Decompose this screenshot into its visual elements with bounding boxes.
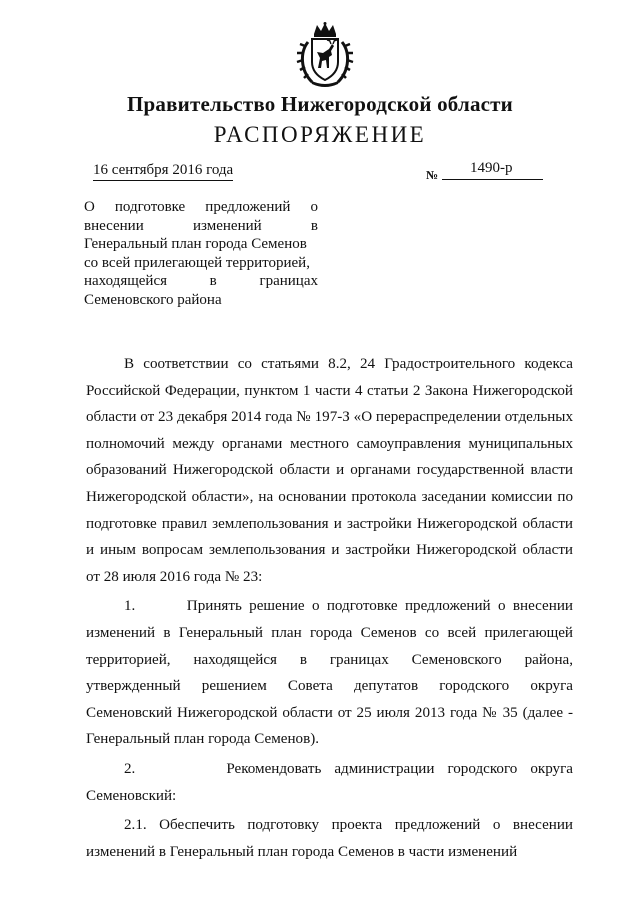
subject-line: внесении изменений в: [84, 217, 318, 234]
subject-line: Семеновского района: [84, 291, 222, 308]
government-title: Правительство Нижегородской области: [127, 92, 513, 116]
number-sign: №: [426, 168, 439, 182]
subject-line: со всей прилегающей территорией,: [84, 254, 310, 271]
body-paragraph-item-1: 1. Принять решение о подготовке предложений о внесении изменений в Генеральный план города Семенов со всей прилегающей территорией, находящейся в границах Семеновского района, утвержденный решением Совета депутатов городского округа Семеновский Нижегородской области от 25 июля 2013 года № 35 (далее - Генеральный план города Семенов).: [86, 598, 573, 748]
document-subject: [84, 198, 318, 309]
document-type: РАСПОРЯЖЕНИЕ: [213, 122, 427, 147]
subject-line: Генеральный план города Семенов: [84, 236, 307, 252]
document-body: [86, 351, 573, 865]
body-paragraph-item-2: 2. Рекомендовать администрации городского округа Семеновский:: [86, 760, 573, 804]
coat-of-arms-emblem-icon: [296, 22, 354, 88]
body-paragraph-item-2-1: 2.1. Обеспечить подготовку проекта предложений о внесении изменений в Генеральный план города Семенов в части изменений: [86, 817, 573, 860]
number-underline: [442, 179, 543, 180]
body-paragraph-preamble: В соответствии со статьями 8.2, 24 Градостроительного кодекса Российской Федерации, пунктом 1 части 4 статьи 2 Закона Нижегородской области от 23 декабря 2014 года № 197-З «О перераспределении отдельных полномочий между органами местного самоуправления муниципальных образований Нижегородской области и органами государственной власти Нижегородской области», на основании протокола заседании комиссии по подготовке правил землепользования и застройки Нижегородской области и иным вопросам землепользования и застройки Нижегородской области от 28 июля 2016 года № 23:: [86, 356, 573, 585]
subject-line: О подготовке предложений о: [84, 199, 318, 215]
document-number: 1490-р: [470, 160, 513, 176]
document-date: 16 сентября 2016 года: [93, 162, 233, 181]
subject-line: находящейся в границах: [84, 273, 318, 289]
